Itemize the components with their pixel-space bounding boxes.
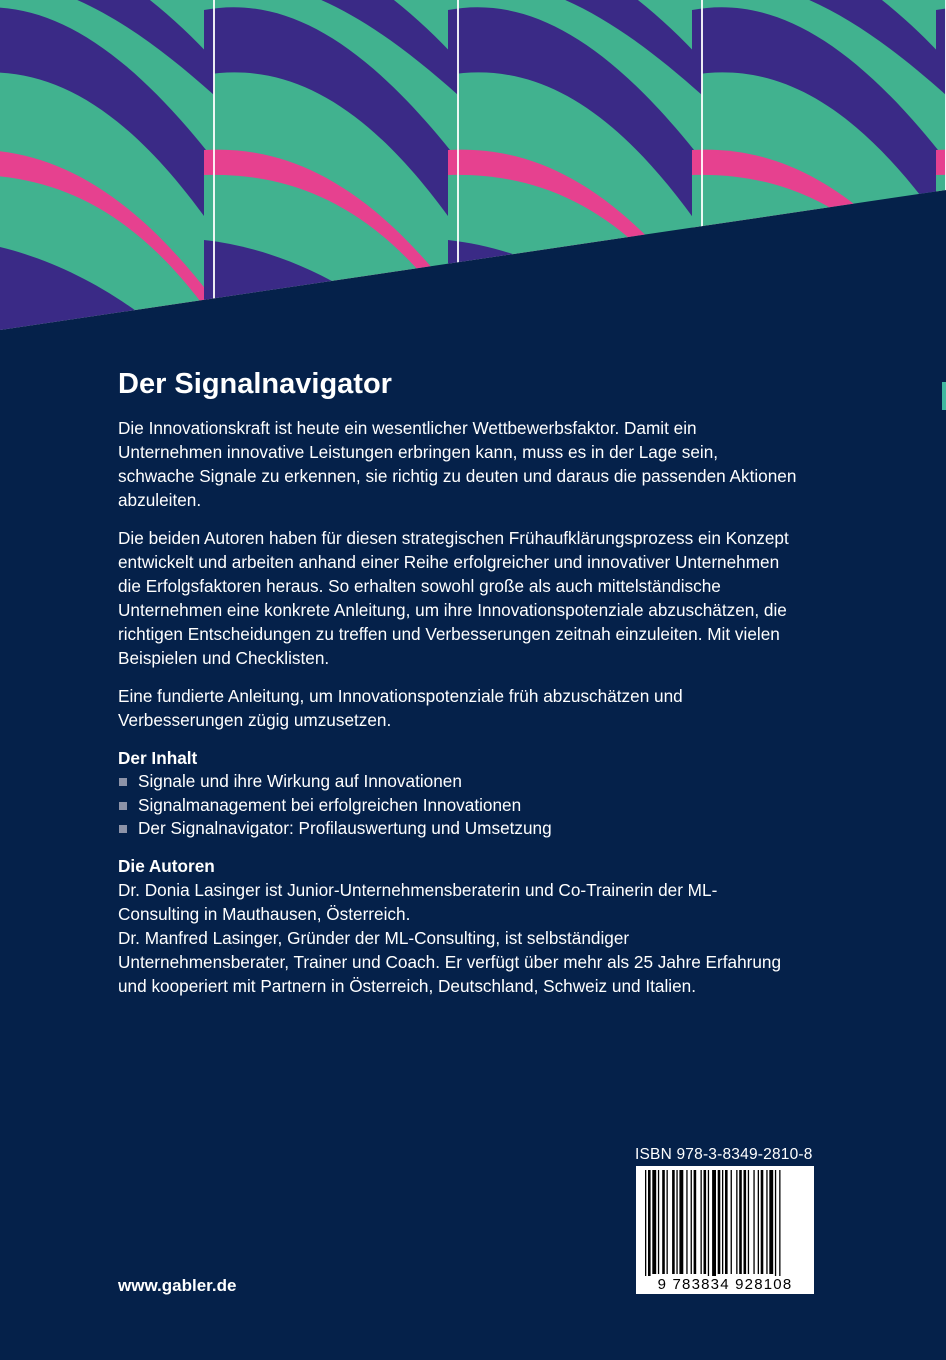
barcode-bar [766, 1170, 767, 1274]
list-item-text: Signale und ihre Wirkung auf Innovationen [138, 771, 462, 791]
barcode-bar [748, 1170, 749, 1274]
barcode-bar [731, 1170, 732, 1274]
barcode-digits: 9 783834 928108 [640, 1276, 810, 1293]
paragraph-concept: Die beiden Autoren haben für diesen strategischen Frühaufklärungsprozess ein Konzept entwickelt und arbeiten anhand einer Reihe erfolgreicher und innovativer Unternehmen die Erfolgsfaktoren heraus. So erhalten sowohl große als auch mittelständische Unternehmen eine konkrete Anleitung, um ihre Innovationspotenziale abzuschätzen, die richtigen Entscheidungen zu treffen und Verbesserungen zeitnah einzuleiten. Mit vielen Beispielen und Checklisten. [118, 528, 789, 668]
barcode-bar [725, 1170, 728, 1274]
barcode-bar [686, 1170, 687, 1274]
list-item [118, 817, 798, 841]
barcode-bar [744, 1170, 747, 1274]
paragraph-intro: Die Innovationskraft ist heute ein wesentlicher Wettbewerbsfaktor. Damit ein Unternehmen innovative Leistungen erbringen kann, muss es in der Lage sein, schwache Signale zu erkennen, sie richtig zu deuten und daraus die passenden Aktionen abzuleiten. [118, 418, 797, 510]
author-manfred: Dr. Manfred Lasinger, Gründer der ML-Consulting, ist selbständiger Unternehmensberater, Trainer und Coach. Er verfügt über mehr als 25 Jahre Erfahrung und kooperiert mit Partnern in Österreich, Deutschland, Schweiz und Italien. [118, 927, 782, 996]
barcode-bar [694, 1170, 697, 1274]
barcode [636, 1166, 814, 1294]
book-title: Der Signalnavigator [118, 368, 392, 400]
publisher-website: www.gabler.de [118, 1276, 237, 1295]
author-donia: Dr. Donia Lasinger ist Junior-Unternehmensberaterin und Co-Trainerin der ML-Consulting in Mauthausen, Österreich. [118, 879, 718, 924]
contents-heading: Der Inhalt [118, 748, 198, 768]
barcode-bar [691, 1170, 692, 1274]
barcode-bar [645, 1170, 646, 1284]
barcode-bar [779, 1170, 780, 1284]
barcode-bar [672, 1170, 675, 1274]
paragraph-summary: Eine fundierte Anleitung, um Innovationspotenziale früh abzuschätzen und Verbesserungen zügig umzusetzen. [118, 686, 683, 730]
back-cover-text [118, 366, 798, 998]
barcode-bar [679, 1170, 683, 1274]
barcode-bar [667, 1170, 668, 1274]
authors-heading: Die Autoren [118, 855, 215, 876]
barcode-bar [775, 1170, 776, 1284]
barcode-bar [753, 1170, 754, 1274]
contents-list [118, 770, 798, 841]
barcode-bar [761, 1170, 764, 1274]
barcode-bar [652, 1170, 656, 1274]
barcode-bar [736, 1170, 737, 1274]
list-item-text: Signalmanagement bei erfolgreichen Innovationen [138, 794, 522, 815]
list-item [118, 770, 798, 794]
list-item-text: Der Signalnavigator: Profilauswertung und Umsetzung [138, 818, 552, 838]
barcode-bar [739, 1170, 742, 1274]
square-bullet-icon [119, 802, 127, 810]
list-item [118, 794, 798, 818]
barcode-bar [722, 1170, 723, 1274]
barcode-bar [712, 1170, 716, 1284]
barcode-bar [676, 1170, 677, 1274]
barcode-bar [708, 1170, 709, 1284]
barcode-bar [648, 1170, 651, 1284]
isbn-label: ISBN 978-3-8349-2810-8 [635, 1146, 813, 1163]
cover-wave-pattern [0, 0, 946, 340]
barcode-bar [704, 1170, 707, 1274]
square-bullet-icon [119, 778, 127, 786]
barcode-bar [658, 1170, 659, 1274]
barcode-bar [758, 1170, 759, 1274]
edge-marker [942, 382, 946, 410]
barcode-bar [662, 1170, 665, 1274]
barcode-bar [769, 1170, 773, 1274]
barcode-bar [701, 1170, 702, 1274]
square-bullet-icon [119, 825, 127, 833]
barcode-bar [718, 1170, 721, 1274]
barcode-bars [636, 1166, 814, 1294]
